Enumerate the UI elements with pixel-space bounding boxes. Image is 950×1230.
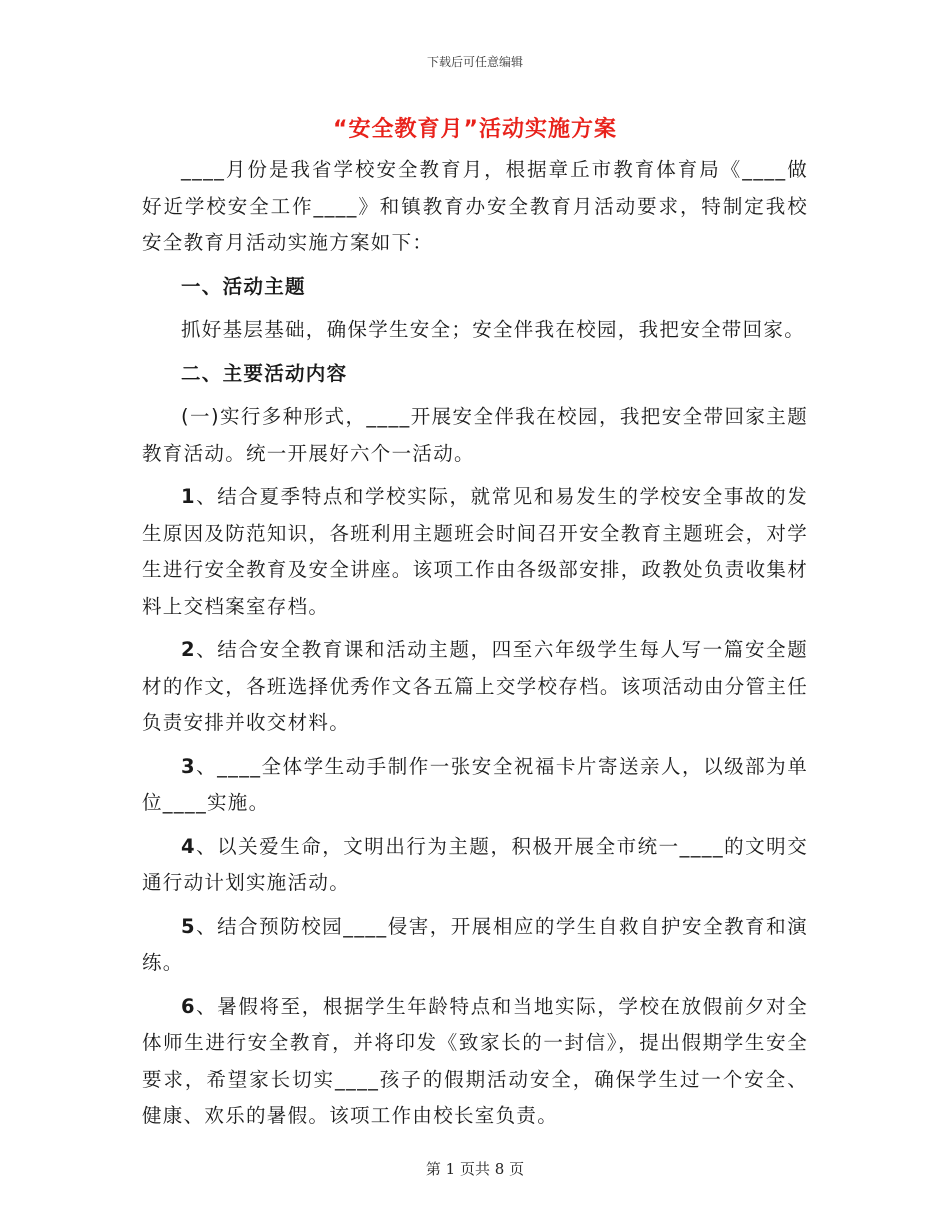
activity-item-number: 6 xyxy=(181,994,196,1018)
activity-item-text: 、暑假将至，根据学生年龄特点和当地实际，学校在放假前夕对全体师生进行安全教育，并将印发《致家长的一封信》，提出假期学生安全要求，希望家长切实____孩子的假期活动安全，确保学生过一个安全、健康、欢乐的暑假。该项工作由校长室负责。 xyxy=(142,994,808,1127)
activity-item-text: 、以关爱生命，文明出行为主题，积极开展全市统一____的文明交通行动计划实施活动。 xyxy=(142,834,808,894)
activity-item-number: 5 xyxy=(181,914,196,938)
activity-item-text: 、结合夏季特点和学校实际，就常见和易发生的学校安全事故的发生原因及防范知识，各班利用主题班会时间召开安全教育主题班会，对学生进行安全教育及安全讲座。该项工作由各级部安排，政教处负责收集材料上交档案室存档。 xyxy=(142,485,808,618)
activity-item-text: 、结合预防校园____侵害，开展相应的学生自救自护安全教育和演练。 xyxy=(142,914,808,974)
activity-item-3 xyxy=(142,749,808,822)
activity-item-text: 、____全体学生动手制作一张安全祝福卡片寄送亲人，以级部为单位____实施。 xyxy=(142,754,808,814)
header-note: 下载后可任意编辑 xyxy=(426,55,523,69)
activity-item-number: 2 xyxy=(181,638,196,661)
section-theme-text: 抓好基层基础，确保学生安全；安全伴我在校园，我把安全带回家。 xyxy=(181,318,806,341)
document-body xyxy=(142,152,808,1135)
activity-item-5 xyxy=(142,909,808,982)
page-number-footer: 第 1 页共 8 页 xyxy=(425,1160,525,1178)
activity-item-2 xyxy=(142,632,808,742)
subsection-1-text: (一)实行多种形式，____开展安全伴我在校园，我把安全带回家主题教育活动。统一开展好六个一活动。 xyxy=(142,405,808,465)
activity-item-text: 、结合安全教育课和活动主题，四至六年级学生每人写一篇安全题材的作文，各班选择优秀作文各五篇上交学校存档。该项活动由分管主任负责安排并收交材料。 xyxy=(142,638,808,734)
activity-item-1 xyxy=(142,479,808,625)
intro-paragraph: ____月份是我省学校安全教育月，根据章丘市教育体育局《____做好近学校安全工作____》和镇教育办安全教育月活动要求，特制定我校安全教育月活动实施方案如下： xyxy=(142,158,808,254)
activity-item-4 xyxy=(142,829,808,902)
activity-item-6 xyxy=(142,989,808,1135)
section-heading-theme: 一、活动主题 xyxy=(181,274,306,298)
section-heading-activities: 二、主要活动内容 xyxy=(181,361,348,385)
document-title: “安全教育月”活动实施方案 xyxy=(333,117,617,142)
activity-item-number: 1 xyxy=(181,485,196,508)
activity-item-number: 3 xyxy=(181,754,196,778)
activity-item-number: 4 xyxy=(181,834,196,858)
